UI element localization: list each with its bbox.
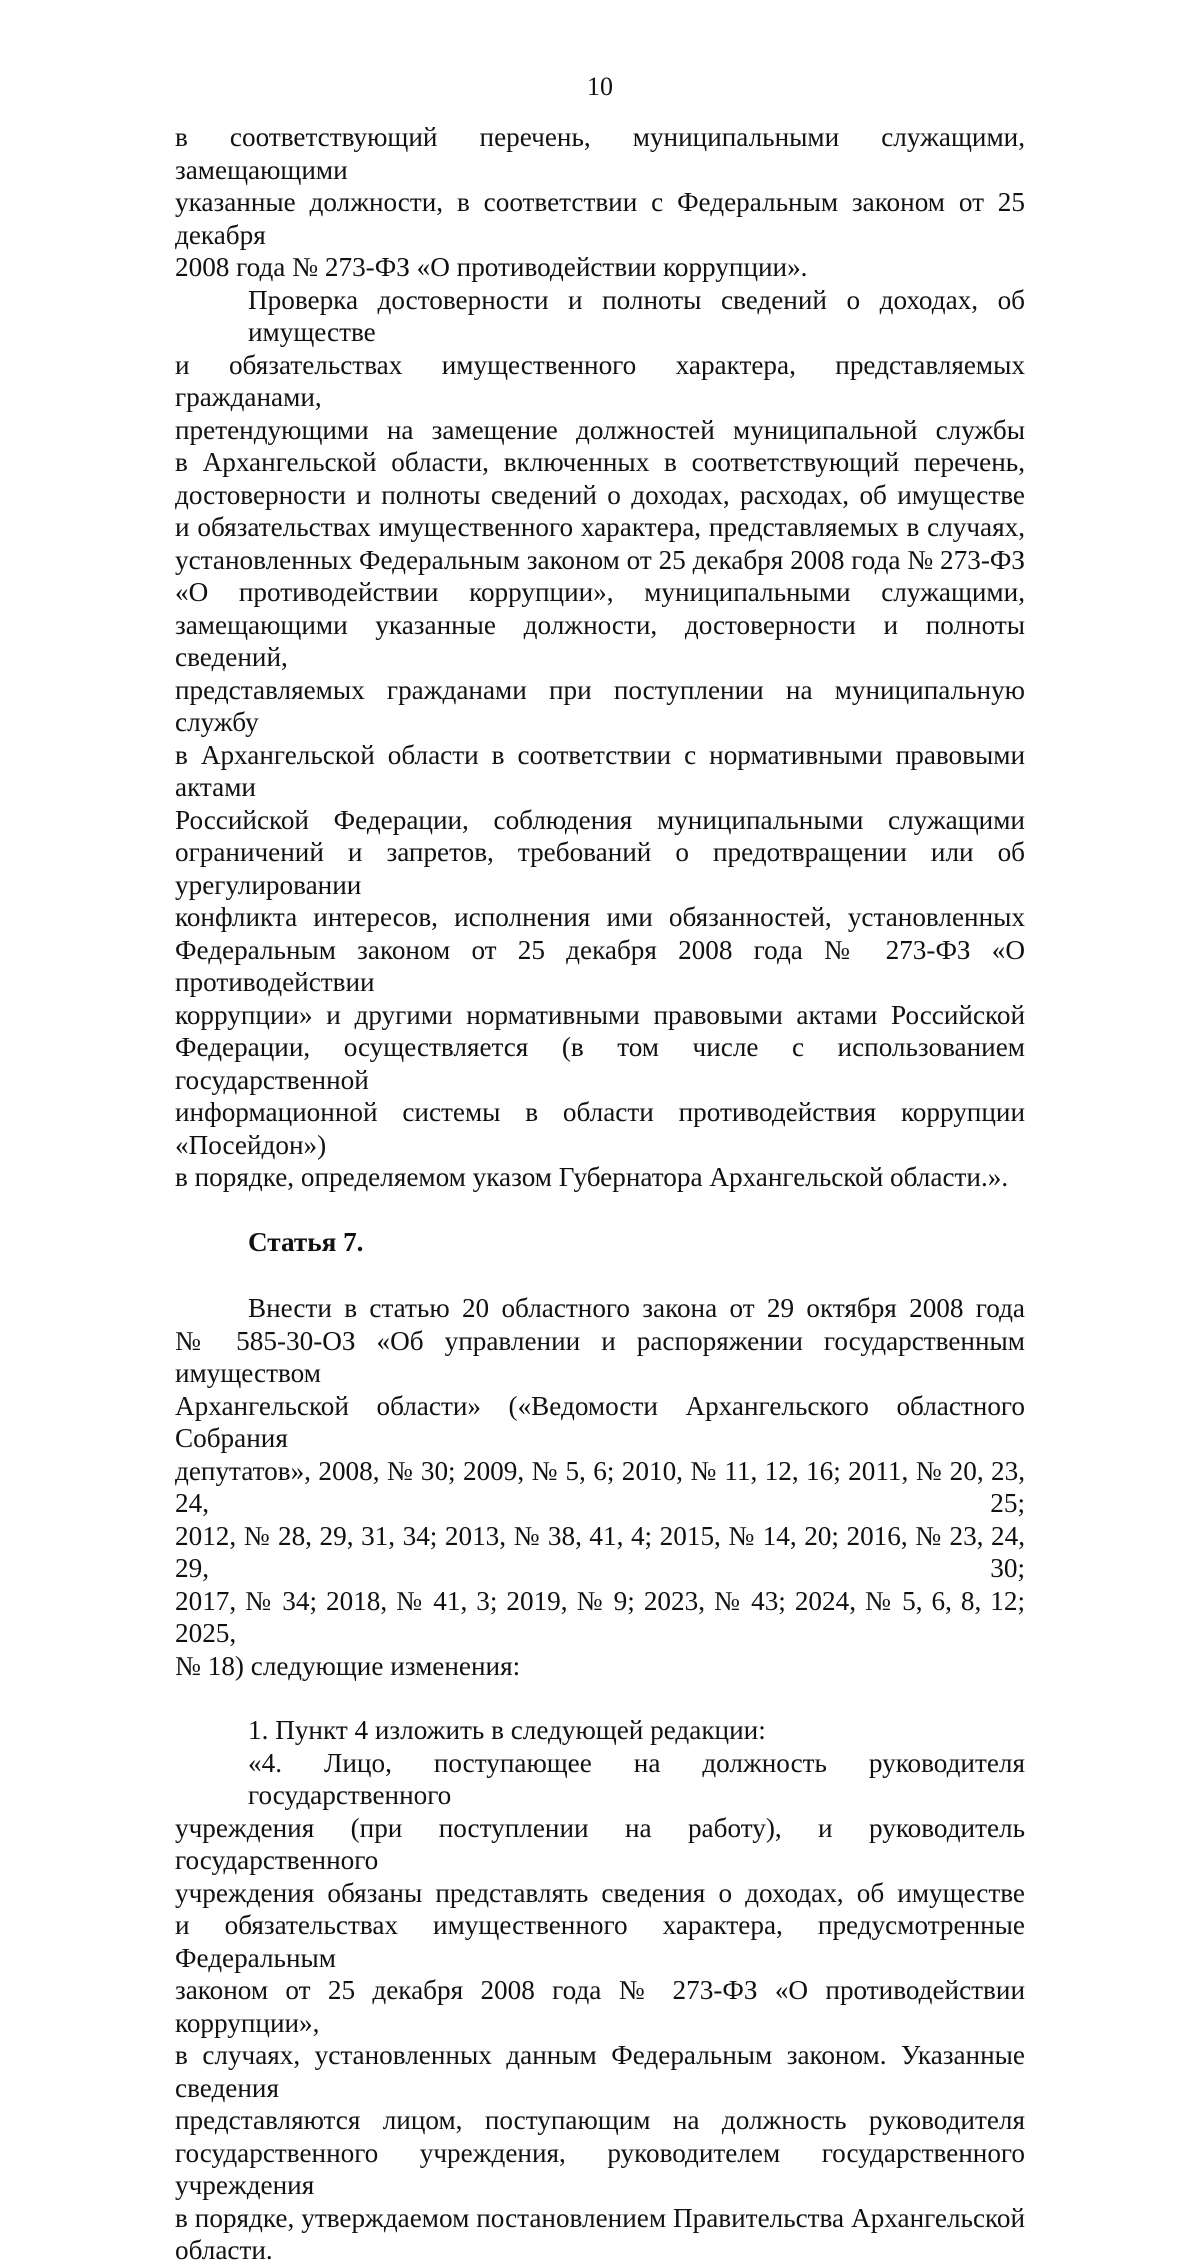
text-line: учреждения (при поступлении на работу), и руководитель государственного	[175, 1812, 1025, 1875]
text-line: «О противодействии коррупции», муниципальными служащими,	[175, 577, 1025, 607]
text-line: и обязательствах имущественного характера, представляемых гражданами,	[175, 349, 1025, 412]
text-line: № 18) следующие изменения:	[175, 1650, 521, 1681]
text-line: в порядке, утверждаемом постановлением Правительства Архангельской	[175, 2202, 1025, 2233]
text-line: 1. Пункт 4 изложить в следующей редакции:	[248, 1715, 766, 1745]
text-line: 2017, № 34; 2018, № 41, 3; 2019, № 9; 2023, № 43; 2024, № 5, 6, 8, 12; 2025,	[175, 1585, 1025, 1648]
text-line: ограничений и запретов, требований о предотвращении или об урегулировании	[175, 837, 1025, 900]
text-line: информационной системы в области противодействия коррупции «Посейдон»)	[175, 1097, 1025, 1160]
text-line: депутатов», 2008, № 30; 2009, № 5, 6; 2010, № 11, 12, 16; 2011, № 20, 23, 24, 25;	[175, 1455, 1025, 1518]
text-line: в Архангельской области, включенных в соответствующий перечень,	[175, 447, 1025, 477]
text-line: в случаях, установленных данным Федеральным законом. Указанные сведения	[175, 2040, 1025, 2103]
text-line: в порядке, определяемом указом Губернатора Архангельской области.».	[175, 1162, 1009, 1192]
spacer	[175, 1194, 1025, 1226]
text-line: и обязательствах имущественного характера, представляемых в случаях,	[175, 512, 1025, 542]
text-line: области.	[175, 2235, 273, 2265]
text-line: в соответствующий перечень, муниципальными служащими, замещающими	[175, 122, 1025, 185]
text-line: № 585-30-ОЗ «Об управлении и распоряжении государственным имуществом	[175, 1325, 1025, 1388]
text-line: Федерации, осуществляется (в том числе с использованием государственной	[175, 1032, 1025, 1095]
page-number: 10	[587, 72, 613, 101]
spacer	[175, 1682, 1025, 1714]
paragraph-continuation	[175, 121, 1025, 284]
text-line: и обязательствах имущественного характера, предусмотренные Федеральным	[175, 1910, 1025, 1973]
paragraph-new-clause-4	[175, 1747, 1025, 2267]
text-line: указанные должности, в соответствии с Федеральным законом от 25 декабря	[175, 187, 1025, 250]
text-line: 2012, № 28, 29, 31, 34; 2013, № 38, 41, 4; 2015, № 14, 20; 2016, № 23, 24, 29, 30;	[175, 1520, 1025, 1583]
text-line: замещающими указанные должности, достоверности и полноты сведений,	[175, 609, 1025, 672]
text-line: государственного учреждения, руководителем государственного учреждения	[175, 2137, 1025, 2200]
text-line: Российской Федерации, соблюдения муниципальными служащими	[175, 804, 1025, 835]
paragraph-verification	[175, 284, 1025, 1194]
text-line: в Архангельской области в соответствии с нормативными правовыми актами	[175, 739, 1025, 802]
text-line: достоверности и полноты сведений о доходах, расходах, об имуществе	[175, 479, 1025, 510]
text-line: 2008 года № 273-ФЗ «О противодействии коррупции».	[175, 252, 808, 282]
paragraph-item-1	[175, 1714, 1025, 1747]
text-line: Архангельской области» («Ведомости Архангельского областного Собрания	[175, 1390, 1025, 1453]
text-line: представляются лицом, поступающим на должность руководителя	[175, 2105, 1025, 2135]
text-line: коррупции» и другими нормативными правовыми актами Российской	[175, 999, 1025, 1030]
article-heading: Статья 7.	[248, 1226, 364, 1257]
text-line: Проверка достоверности и полноты сведений о доходах, об имуществе	[248, 284, 1025, 347]
text-line: законом от 25 декабря 2008 года № 273-ФЗ «О противодействии коррупции»,	[175, 1975, 1025, 2038]
text-line: Внести в статью 20 областного закона от 29 октября 2008 года	[248, 1293, 1025, 1323]
document-body	[175, 121, 1025, 2267]
text-line: учреждения обязаны представлять сведения о доходах, об имуществе	[175, 1877, 1025, 1908]
text-line: конфликта интересов, исполнения ими обязанностей, установленных	[175, 902, 1025, 932]
paragraph-amendment-intro	[175, 1292, 1025, 1682]
text-line: «4. Лицо, поступающее на должность руководителя государственного	[248, 1747, 1025, 1810]
text-line: Федеральным законом от 25 декабря 2008 года № 273-ФЗ «О противодействии	[175, 934, 1025, 997]
spacer	[175, 1258, 1025, 1292]
text-line: претендующими на замещение должностей муниципальной службы	[175, 414, 1025, 445]
text-line: представляемых гражданами при поступлении на муниципальную службу	[175, 674, 1025, 737]
text-line: установленных Федеральным законом от 25 декабря 2008 года № 273-ФЗ	[175, 544, 1025, 575]
